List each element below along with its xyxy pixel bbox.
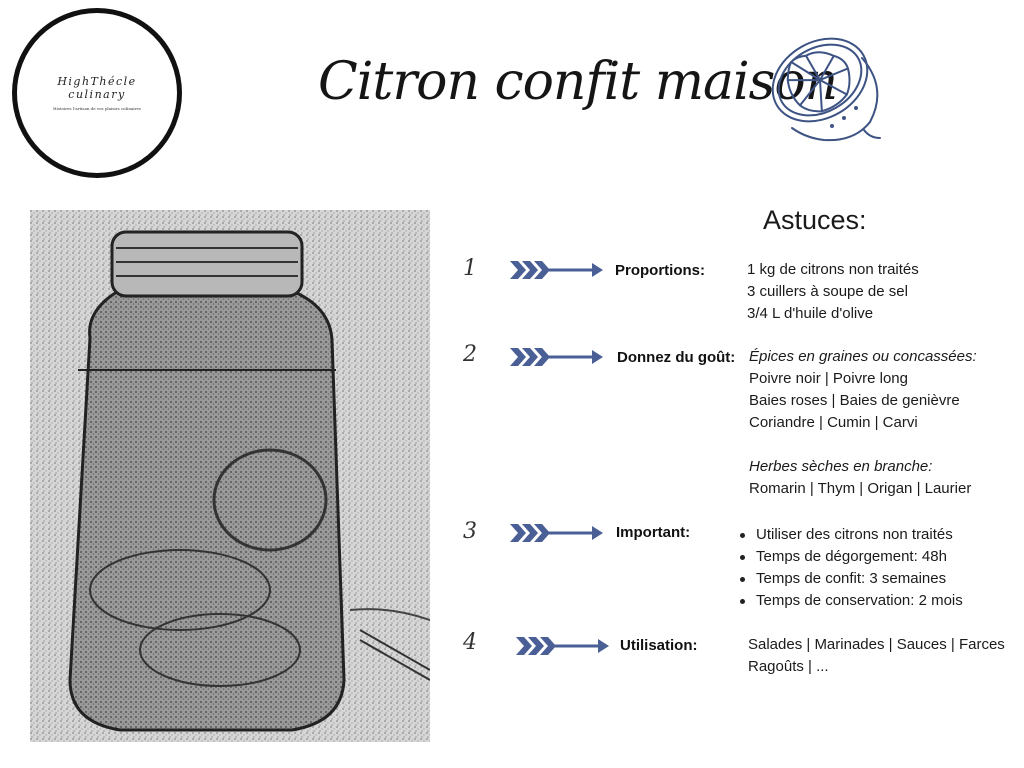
tip-label-proportions: Proportions:	[615, 262, 705, 279]
usage-line: Ragoûts | ...	[748, 658, 829, 675]
logo-tagline: Histoires l'artisan de vos plaisirs culinaires	[53, 106, 141, 111]
tip-content-usage	[748, 634, 1005, 678]
tip-label-usage: Utilisation:	[620, 637, 698, 654]
logo-line-2: culinary	[68, 88, 126, 101]
tip-number-1: 1	[463, 256, 477, 281]
tip-number-3: 3	[463, 519, 477, 544]
tip-content-proportions	[747, 259, 919, 325]
arrow-icon	[508, 346, 604, 368]
arrow-icon	[508, 259, 604, 281]
logo-line-1: HighThécle	[57, 75, 137, 88]
herbs-heading: Herbes sèches en branche:	[749, 458, 933, 475]
tip-content-flavour	[749, 346, 977, 500]
tip-content-important	[737, 524, 963, 612]
brand-logo	[12, 8, 182, 178]
tips-heading: Astuces:	[763, 205, 867, 235]
arrow-icon	[514, 635, 610, 657]
lemon-half-icon	[762, 22, 890, 146]
proportion-line: 1 kg de citrons non traités	[747, 261, 919, 278]
preserved-lemon-jar-image	[30, 210, 430, 742]
spice-line: Coriandre | Cumin | Carvi	[749, 414, 918, 431]
arrow-icon	[508, 522, 604, 544]
spice-line: Baies roses | Baies de genièvre	[749, 392, 960, 409]
herb-line: Romarin | Thym | Origan | Laurier	[749, 480, 972, 497]
tip-label-flavour: Donnez du goût:	[617, 349, 736, 366]
tip-label-important: Important:	[616, 524, 691, 541]
important-bullet: Temps de dégorgement: 48h	[737, 546, 963, 568]
tip-number-2: 2	[463, 342, 477, 367]
important-bullet: Temps de conservation: 2 mois	[737, 590, 963, 612]
proportion-line: 3/4 L d'huile d'olive	[747, 305, 874, 322]
important-bullet: Temps de confit: 3 semaines	[737, 568, 963, 590]
important-bullet: Utiliser des citrons non traités	[737, 524, 963, 546]
usage-line: Salades | Marinades | Sauces | Farces	[748, 636, 1005, 653]
tip-number-4: 4	[463, 630, 477, 655]
spices-heading: Épices en graines ou concassées:	[749, 348, 977, 365]
spice-line: Poivre noir | Poivre long	[749, 370, 908, 387]
page-title: Citron confit maison	[318, 52, 838, 112]
proportion-line: 3 cuillers à soupe de sel	[747, 283, 908, 300]
